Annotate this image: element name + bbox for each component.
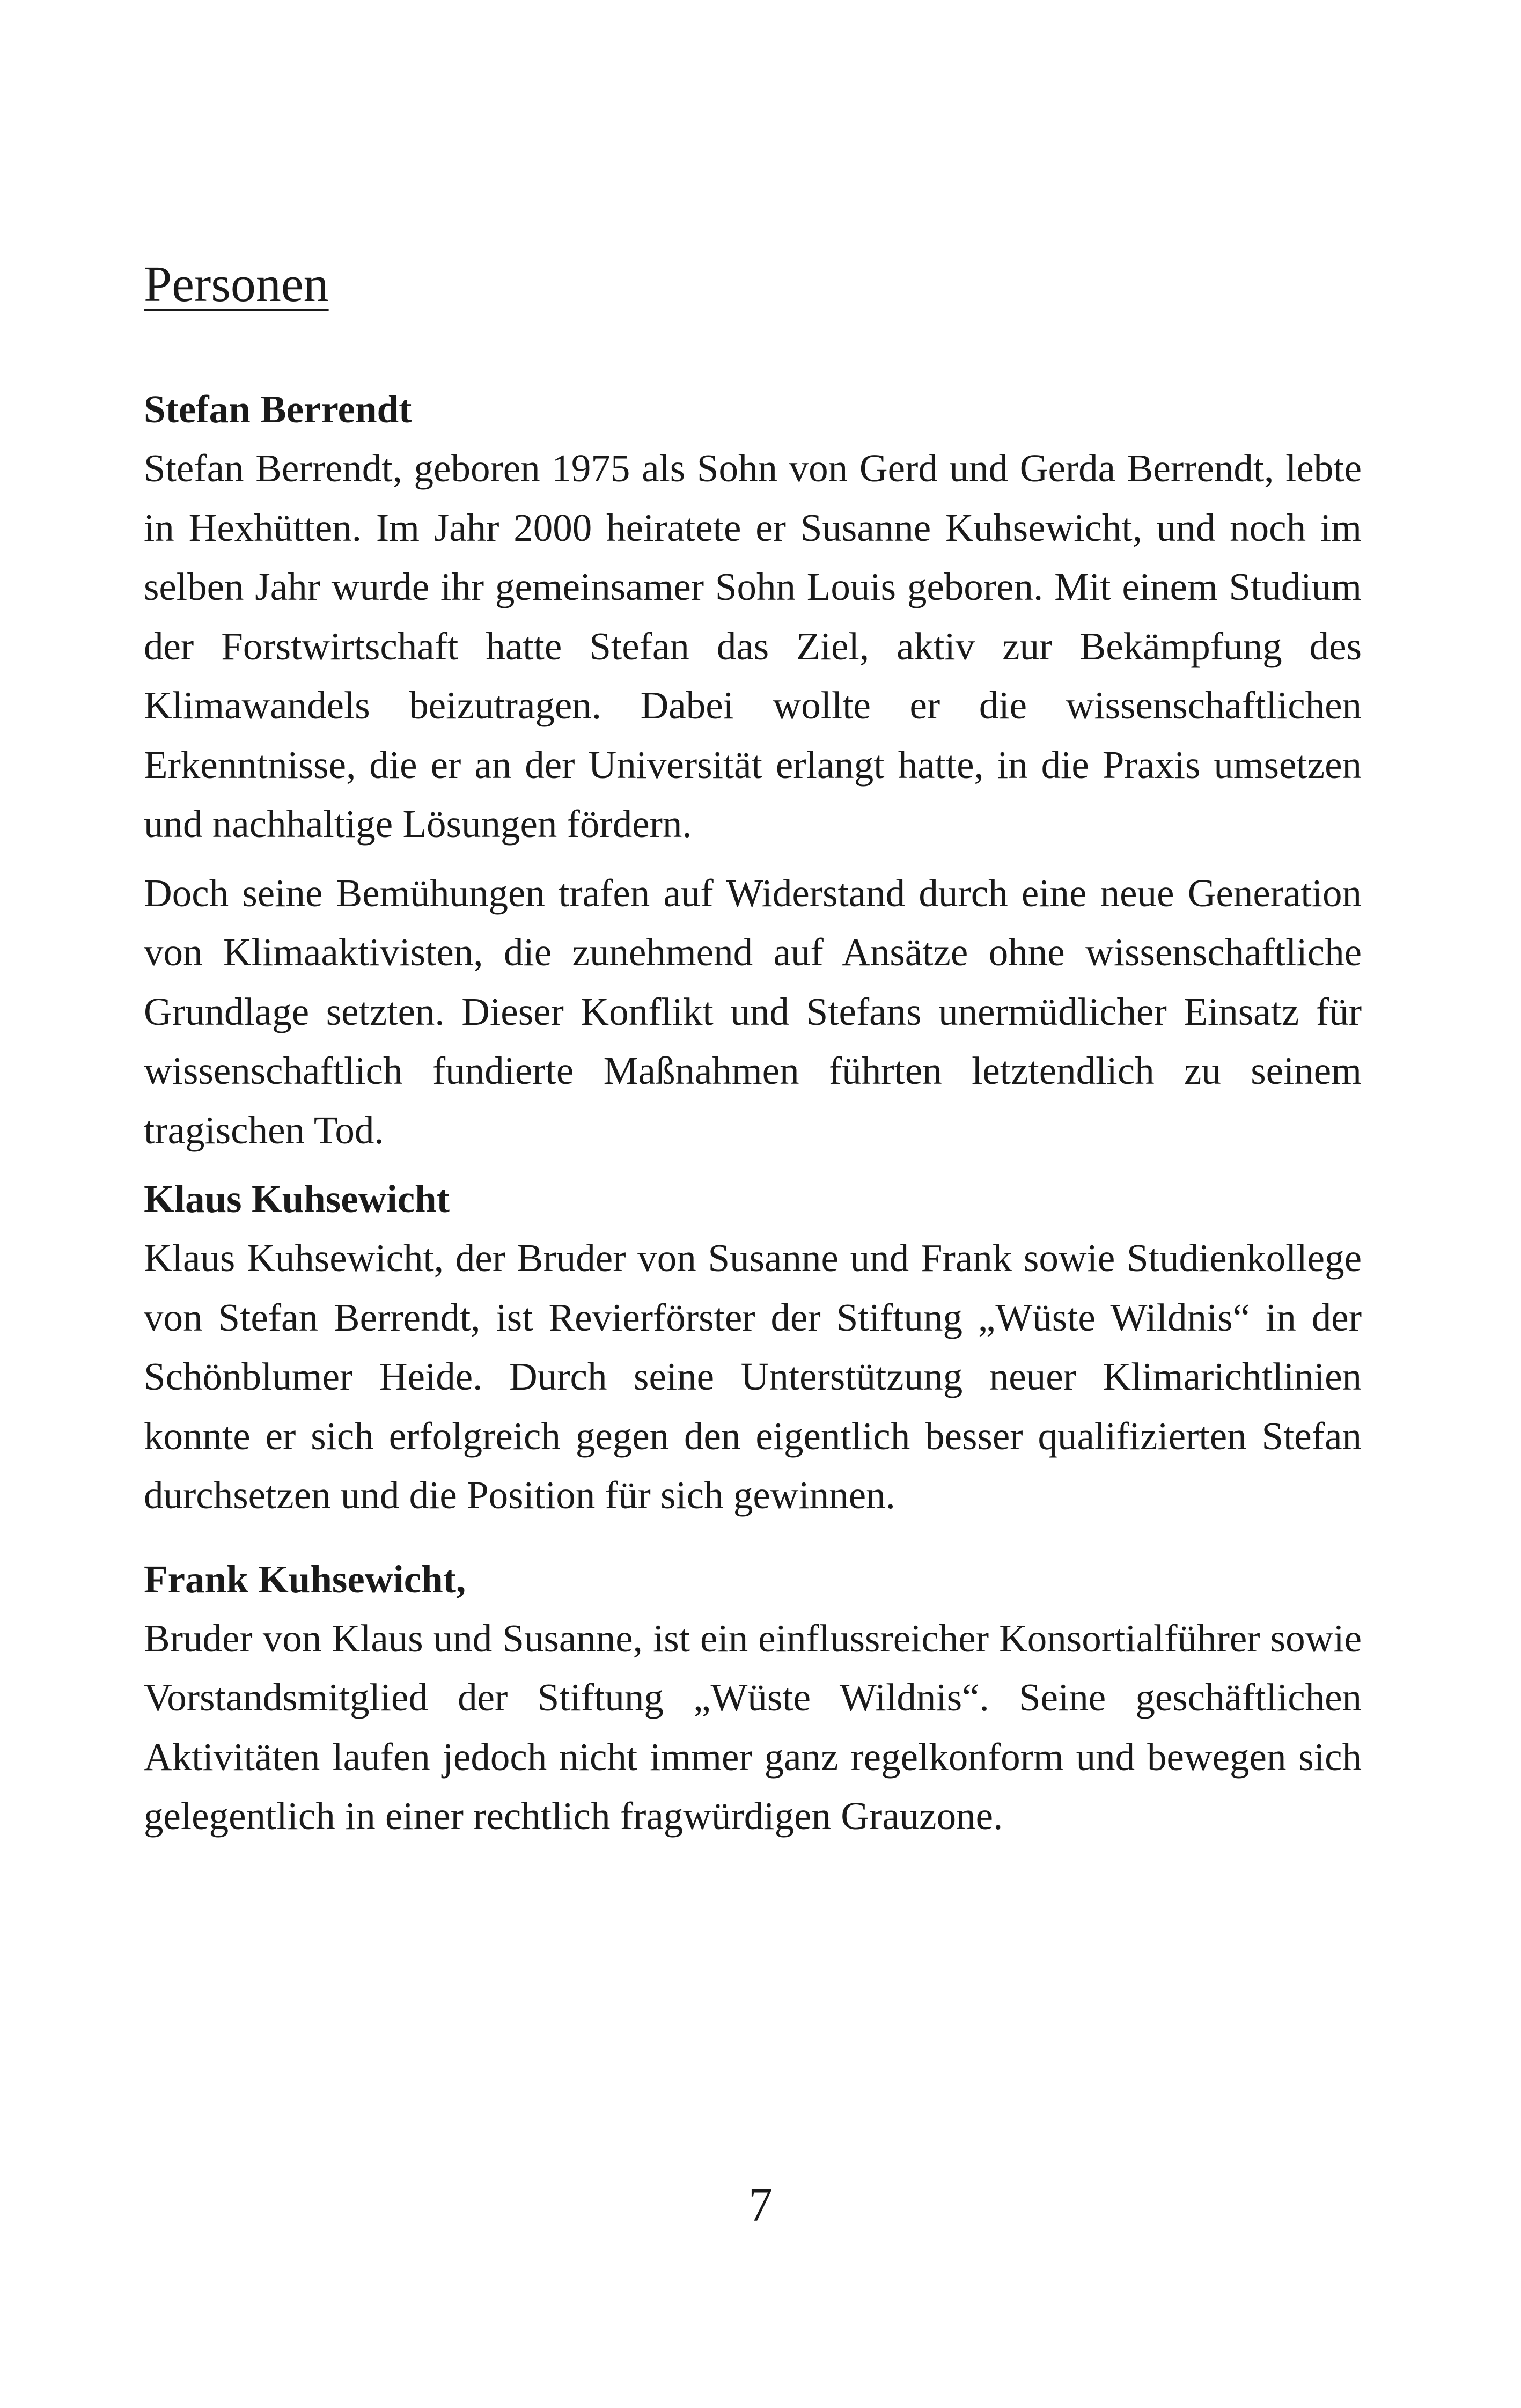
heading-frank-kuhsewicht: Frank Kuhsewicht, bbox=[144, 1557, 466, 1601]
paragraph-klaus-1: Klaus Kuhsewicht, der Bruder von Susanne und Frank sowie Studienkollege von Stefan Berrendt, ist Revierförster der Stiftung „Wüste Wildnis“ in der Schönblumer Heide. Durch seine Unterstützung neuer Klimarichtlinien konnte er sich erfolgreich gegen den eigentlich besser qualifizierten Stefan durchsetzen und die Position für sich gewinnen. bbox=[144, 1236, 1362, 1517]
paragraph-frank-1: Bruder von Klaus und Susanne, ist ein einflussreicher Konsortialführer sowie Vorstandsmitglied der Stiftung „Wüste Wildnis“. Seine geschäftlichen Aktivitäten laufen jedoch nicht immer ganz regelkonform und bewegen sich gelegentlich in einer rechtlich fragwürdigen Grauzone. bbox=[144, 1616, 1362, 1838]
heading-stefan-berrendt: Stefan Berrendt bbox=[144, 387, 412, 431]
page-title: Personen bbox=[144, 256, 329, 312]
paragraph-gap bbox=[144, 1160, 1362, 1170]
paragraph-gap bbox=[144, 1525, 1362, 1550]
page-content bbox=[144, 252, 1362, 1846]
page-number: 7 bbox=[748, 2178, 773, 2231]
paragraph-stefan-2: Doch seine Bemühungen trafen auf Widerstand durch eine neue Generation von Klimaaktivisten, die zunehmend auf Ansätze ohne wissenschaftliche Grundlage setzten. Dieser Konflikt und Stefans unermüdlicher Einsatz für wissenschaftlich fundierte Maßnahmen führten letztendlich zu seinem tragischen Tod. bbox=[144, 871, 1362, 1152]
paragraph-gap bbox=[144, 854, 1362, 864]
paragraph-stefan-1: Stefan Berrendt, geboren 1975 als Sohn von Gerd und Gerda Berrendt, lebte in Hexhütten. Im Jahr 2000 heiratete er Susanne Kuhsewicht, und noch im selben Jahr wurde ihr gemeinsamer Sohn Louis geboren. Mit einem Studium der Forstwirtschaft hatte Stefan das Ziel, aktiv zur Bekämpfung des Klimawandels beizutragen. Dabei wollte er die wissenschaftlichen Erkenntnisse, die er an der Universität erlangt hatte, in die Praxis umsetzen und nachhaltige Lösungen fördern. bbox=[144, 446, 1362, 846]
heading-klaus-kuhsewicht: Klaus Kuhsewicht bbox=[144, 1177, 450, 1221]
